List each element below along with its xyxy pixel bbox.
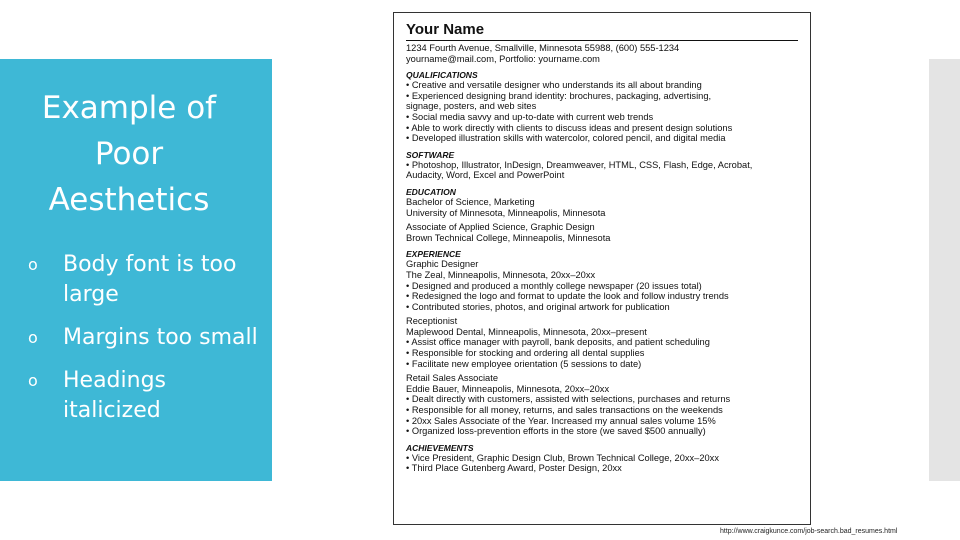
resume-contact: yourname@mail.com, Portfolio: yourname.com: [406, 53, 600, 64]
resume-line: • Organized loss-prevention efforts in the store (we saved $500 annually): [406, 426, 706, 437]
resume-heading-education: EDUCATION: [406, 186, 456, 197]
resume-line: Graphic Designer: [406, 259, 479, 270]
slide-title: [24, 85, 234, 223]
resume-line: • Experienced designing brand identity: brochures, packaging, advertising,: [406, 90, 712, 101]
bullet-marker: o: [28, 255, 38, 274]
resume-line: • 20xx Sales Associate of the Year. Increased my annual sales volume 15%: [406, 415, 716, 426]
resume-name: Your Name: [406, 21, 485, 38]
resume-line: • Redesigned the logo and format to update the look and follow industry trends: [406, 291, 729, 302]
resume-rule: [406, 40, 798, 41]
resume-line: Audacity, Word, Excel and PowerPoint: [406, 170, 565, 181]
bullet-item: [28, 366, 268, 426]
bullet-marker: o: [28, 328, 38, 347]
resume-line: Receptionist: [406, 316, 458, 327]
resume-line: Maplewood Dental, Minneapolis, Minnesota, 20xx–present: [406, 326, 647, 337]
resume-heading-software: SOFTWARE: [406, 149, 455, 160]
resume-line: • Third Place Gutenberg Award, Poster Design, 20xx: [406, 463, 622, 474]
resume-line: Retail Sales Associate: [406, 373, 498, 384]
bullet-text: Body font is too large: [63, 252, 237, 307]
title-line: Poor: [94, 136, 164, 172]
resume-line: • Designed and produced a monthly college newspaper (20 issues total): [406, 280, 702, 291]
resume-line: • Responsible for stocking and ordering all dental supplies: [406, 348, 645, 359]
resume-line: Bachelor of Science, Marketing: [406, 196, 535, 207]
bullet-marker: o: [28, 371, 38, 390]
resume-heading-experience: EXPERIENCE: [406, 249, 461, 260]
resume-line: • Social media savvy and up-to-date with current web trends: [406, 111, 654, 122]
title-line: Example of: [41, 90, 217, 126]
resume-line: • Responsible for all money, returns, and sales transactions on the weekends: [406, 405, 723, 416]
resume-line: • Vice President, Graphic Design Club, Brown Technical College, 20xx–20xx: [406, 452, 719, 463]
resume-contact: 1234 Fourth Avenue, Smallville, Minnesota 55988, (600) 555-1234: [406, 43, 680, 53]
resume-line: • Assist office manager with payroll, bank deposits, and patient scheduling: [406, 337, 710, 348]
resume-line: signage, posters, and web sites: [406, 101, 537, 112]
bullet-list: [28, 250, 268, 439]
resume-heading-achievements: ACHIEVEMENTS: [406, 442, 474, 453]
resume-line: • Developed illustration skills with watercolor, colored pencil, and digital media: [406, 133, 726, 144]
resume-line: • Facilitate new employee orientation (5 sessions to date): [406, 358, 642, 369]
resume-line: • Able to work directly with clients to discuss ideas and present design solutions: [406, 122, 733, 133]
bullet-text: Margins too small: [63, 325, 258, 350]
resume-line: • Contributed stories, photos, and original artwork for publication: [406, 301, 670, 312]
bullet-text: Headings italicized: [63, 368, 167, 423]
resume-line: The Zeal, Minneapolis, Minnesota, 20xx–20xx: [406, 269, 596, 280]
resume-line: • Creative and versatile designer who understands its all about branding: [406, 80, 702, 91]
bullet-item: [28, 323, 268, 353]
title-line: Aesthetics: [48, 182, 210, 218]
bullet-item: [28, 250, 268, 310]
resume-line: University of Minnesota, Minneapolis, Minnesota: [406, 207, 606, 218]
source-credit-link[interactable]: http://www.craigkunce.com/job-search.bad_resumes.html: [720, 528, 898, 535]
resume-heading-qualifications: QUALIFICATIONS: [406, 70, 478, 81]
resume-line: Associate of Applied Science, Graphic Design: [406, 222, 595, 233]
gray-side-bar: [929, 59, 960, 481]
resume-image: [393, 12, 811, 525]
resume-line: Brown Technical College, Minneapolis, Minnesota: [406, 232, 611, 243]
resume-line: Eddie Bauer, Minneapolis, Minnesota, 20xx–20xx: [406, 383, 610, 394]
resume-line: • Photoshop, Illustrator, InDesign, Dreamweaver, HTML, CSS, Flash, Edge, Acrobat,: [406, 159, 753, 170]
resume-line: • Dealt directly with customers, assisted with selections, purchases and returns: [406, 394, 731, 405]
